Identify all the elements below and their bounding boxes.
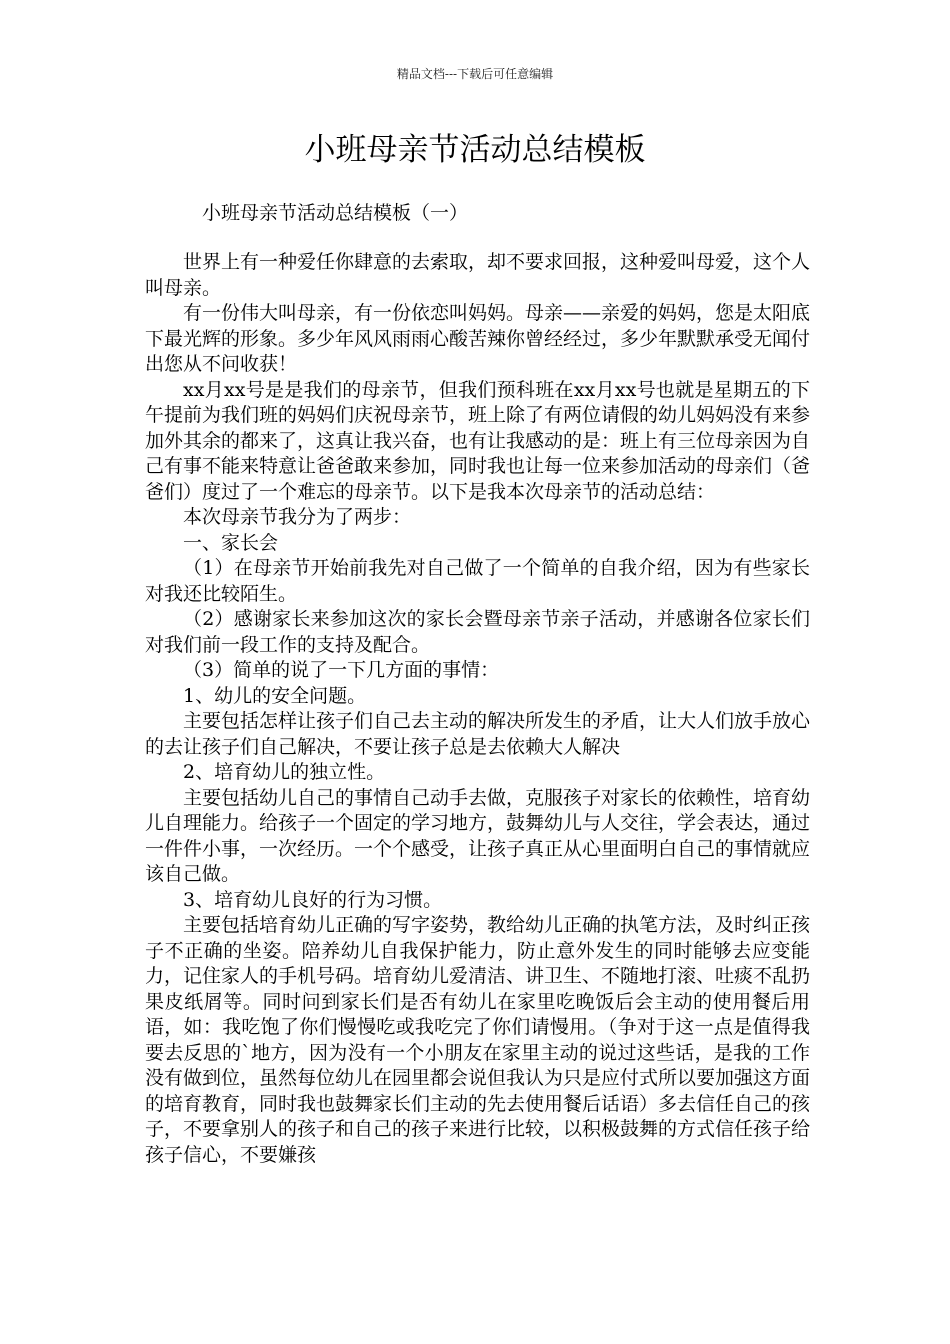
paragraph: （2）感谢家长来参加这次的家长会暨母亲节亲子活动，并感谢各位家长们对我们前一段工作的支持及配合。: [145, 608, 810, 656]
paragraph: 世界上有一种爱任你肆意的去索取，却不要求回报，这种爱叫母爱，这个人叫母亲。: [145, 251, 811, 299]
document-body: [145, 250, 810, 1168]
document-title: 小班母亲节活动总结模板: [304, 132, 646, 168]
paragraph: 3、培育幼儿良好的行为习惯。: [183, 888, 443, 911]
paragraph: 主要包括幼儿自己的事情自己动手去做，克服孩子对家长的依赖性，培育幼儿自理能力。给孩子一个固定的学习地方，鼓舞幼儿与人交往，学会表达，通过一件件小事，一次经历。一个个感受，让孩子真正从心里面明白自己的事情就应该自己做。: [145, 786, 811, 885]
paragraph: 1、幼儿的安全问题。: [183, 684, 367, 707]
paragraph: 一、家长会: [183, 531, 279, 554]
header-note: 精品文档---下载后可任意编辑: [396, 67, 554, 81]
paragraph: 主要包括培育幼儿正确的写字姿势，教给幼儿正确的执笔方法，及时纠正孩子不正确的坐姿。陪养幼儿自我保护能力，防止意外发生的同时能够去应变能力，记住家人的手机号码。培育幼儿爱清洁、讲卫生、不随地打滚、吐痰不乱扔果皮纸屑等。同时问到家长们是否有幼儿在家里吃晚饭后会主动的使用餐后用语，如：我吃饱了你们慢慢吃或我吃完了你们请慢用。（争对于这一点是值得我要去反思的`地方，因为没有一个小朋友在家里主动的说过这些话，是我的工作没有做到位，虽然每位幼儿在园里都会说但我认为只是应付式所以要加强这方面的培育教育，同时我也鼓舞家长们主动的先去使用餐后话语）多去信任自己的孩子，不要拿别人的孩子和自己的孩子来进行比较，以积极鼓舞的方式信任孩子给孩子信心，不要嫌孩: [145, 914, 811, 1166]
paragraph: 主要包括怎样让孩子们自己去主动的解决所发生的矛盾，让大人们放手放心的去让孩子们自己解决，不要让孩子总是去依赖大人解决: [145, 710, 811, 758]
paragraph: 有一份伟大叫母亲，有一份依恋叫妈妈。母亲——亲爱的妈妈，您是太阳底下最光辉的形象。多少年风风雨雨心酸苦辣你曾经经过，多少年默默承受无闻付出您从不问收获！: [145, 302, 811, 375]
paragraph: 本次母亲节我分为了两步：: [183, 506, 412, 528]
paragraph: （3）简单的说了一下几方面的事情：: [183, 659, 500, 681]
paragraph: （1）在母亲节开始前我先对自己做了一个简单的自我介绍，因为有些家长对我还比较陌生。: [145, 557, 810, 605]
section-subtitle: 小班母亲节活动总结模板（一）: [202, 202, 469, 224]
paragraph: 2、培育幼儿的独立性。: [183, 761, 386, 783]
paragraph: xx月xx号是是我们的母亲节，但我们预科班在xx月xx号也就是星期五的下午提前为我们班的妈妈们庆祝母亲节，班上除了有两位请假的幼儿妈妈没有来参加外其余的都来了，这真让我兴奋，也有让我感动的是：班上有三位母亲因为自己有事不能来特意让爸爸敢来参加，同时我也让每一位来参加活动的母亲们（爸爸们）度过了一个难忘的母亲节。以下是我本次母亲节的活动总结：: [145, 378, 811, 503]
